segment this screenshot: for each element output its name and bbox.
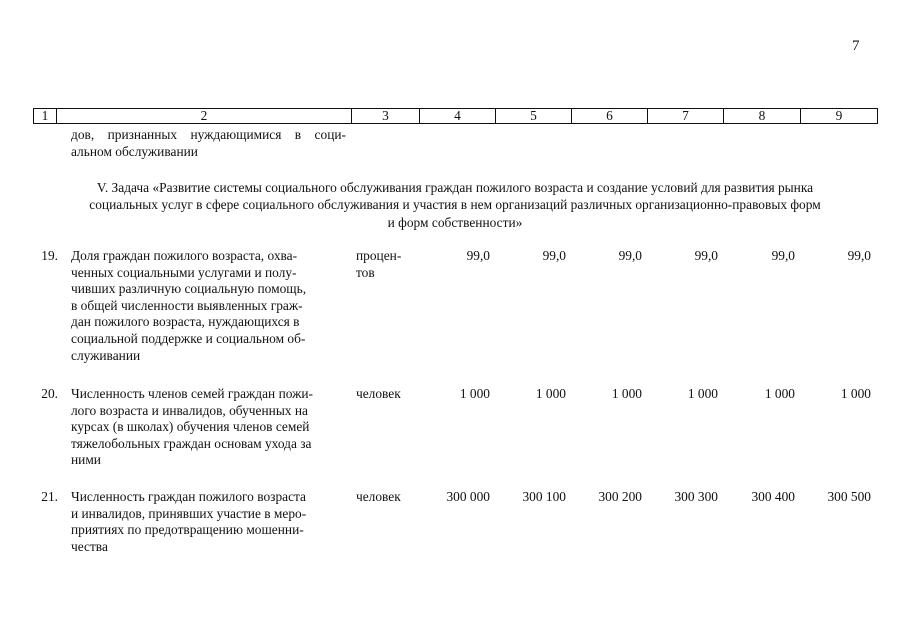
value-cell: 99,0 (542, 248, 566, 263)
column-header-6: 6 (572, 109, 648, 124)
value-cell: 99,0 (694, 248, 718, 263)
value-cell: 99,0 (771, 248, 795, 263)
value-cell: 1 000 (535, 386, 566, 401)
value-cell: 300 000 (446, 489, 490, 504)
row-number: 20. (41, 386, 58, 401)
value-cell: 1 000 (687, 386, 718, 401)
value-cell: 1 000 (611, 386, 642, 401)
column-header-5: 5 (496, 109, 572, 124)
unit-of-measure: человек (356, 489, 401, 504)
unit-of-measure: процен- тов (356, 248, 402, 280)
value-cell: 300 200 (598, 489, 642, 504)
row-number: 21. (41, 489, 58, 504)
section-heading: V. Задача «Развитие системы социального обслуживания граждан пожилого возраста и создание условий для развития рынка социальных услуг в сфере социального обслуживания и участия в нем организаций различных организационно-правовых форм и форм собственности» (89, 180, 821, 230)
value-cell: 1 000 (764, 386, 795, 401)
value-cell: 300 500 (827, 489, 871, 504)
indicator-name: Доля граждан пожилого возраста, охва- ченных социальными услугами и полу- чивших различную социальную помощь, в общей численности выявленных граж- дан пожилого возраста, нуждающихся в социальной поддержке и социальном об- служивании (71, 248, 307, 363)
value-cell: 300 300 (674, 489, 718, 504)
unit-of-measure: человек (356, 386, 401, 401)
indicator-name: Численность членов семей граждан пожи- лого возраста и инвалидов, обученных на курсах (в школах) обучения членов семей тяжелобольных граждан основам ухода за ними (71, 386, 313, 468)
indicator-name: Численность граждан пожилого возраста и инвалидов, принявших участие в меро- приятиях по предотвращению мошенни- чества (71, 489, 307, 554)
column-header-9: 9 (801, 109, 878, 124)
page-number: 7 (852, 38, 860, 54)
row-number: 19. (41, 248, 58, 263)
value-cell: 300 400 (751, 489, 795, 504)
value-cell: 1 000 (840, 386, 871, 401)
column-header-7: 7 (648, 109, 724, 124)
value-cell: 300 100 (522, 489, 566, 504)
continued-indicator-text: дов, признанных нуждающимися в соци- альном обслуживании (71, 127, 346, 159)
value-cell: 99,0 (618, 248, 642, 263)
column-header-3: 3 (352, 109, 420, 124)
value-cell: 1 000 (459, 386, 490, 401)
column-header-8: 8 (724, 109, 801, 124)
column-header-1: 1 (34, 109, 57, 124)
column-header-2: 2 (57, 109, 352, 124)
column-header-4: 4 (420, 109, 496, 124)
value-cell: 99,0 (847, 248, 871, 263)
column-header-row (33, 108, 878, 124)
value-cell: 99,0 (466, 248, 490, 263)
